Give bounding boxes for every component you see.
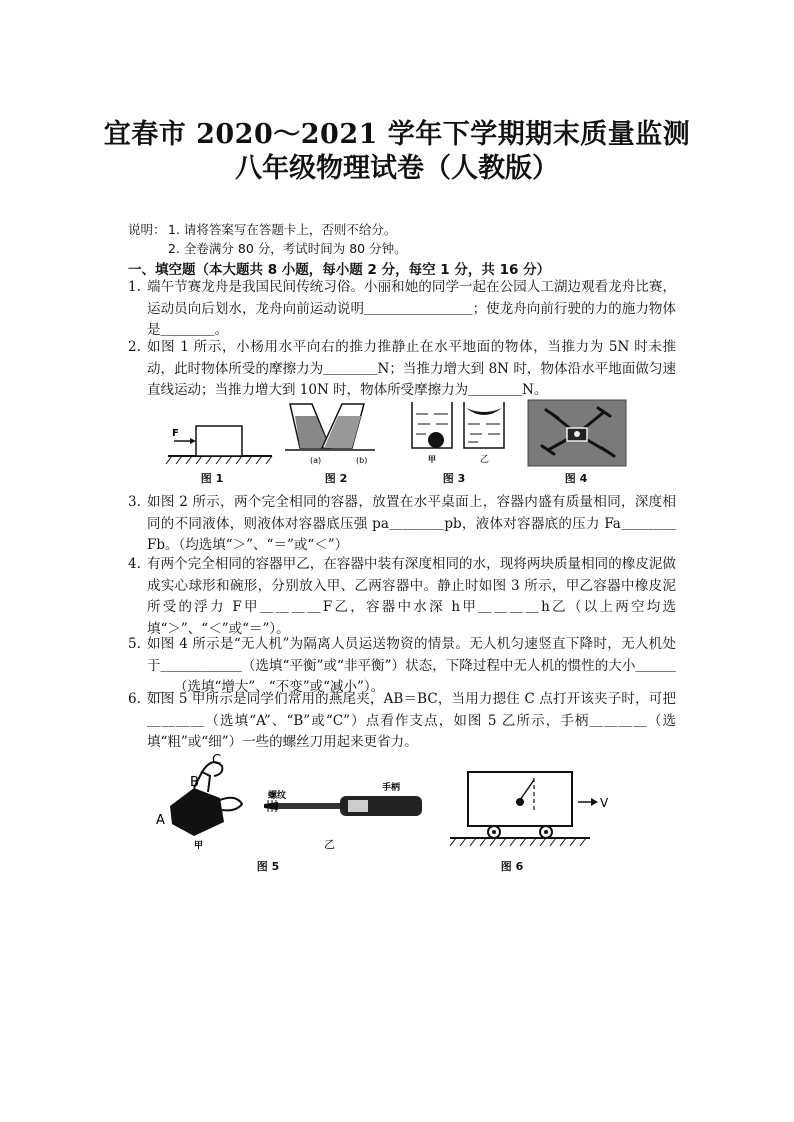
label-yi: 乙 [480, 455, 490, 465]
figure-4-caption: 图 4 [564, 472, 588, 485]
label-B: B [190, 775, 199, 790]
figure-3-caption: 图 3 [442, 472, 466, 485]
question-number: 1. [128, 279, 141, 295]
question-text: 如图 4 所示是“无人机”为隔离人员运送物资的情景。无人机匀速竖直下降时，无人机处于＿＿＿＿＿＿（选填“平衡”或“非平衡”）状态，下降过程中无人机的惯性的大小＿＿＿＿＿（选填“增大”、“不变”或“减小”）。 [147, 636, 676, 696]
label-b: (b) [356, 456, 368, 465]
force-label: F [172, 428, 179, 439]
label-yi: 乙 [324, 838, 335, 851]
figure-2-caption: 图 2 [324, 472, 348, 485]
notes-line-2: 2. 全卷满分 80 分，考试时间为 80 分钟。 [168, 241, 407, 256]
figure-6-cart [450, 772, 609, 846]
figure-2 [285, 404, 375, 465]
figure-1 [166, 426, 272, 464]
question-text: 有两个完全相同的容器甲乙，在容器中装有深度相同的水，现将两块质量相同的橡皮泥做成实心球形和碗形，分别放入甲、乙两容器中。静止时如图 3 所示，甲乙容器中橡皮泥所受的浮力 F甲＿＿＿＿F乙，容器中水深 h甲＿＿＿＿h乙（以上两空均选填“＞”、“＜”或“＝”）。 [147, 556, 676, 637]
exam-title: 宜春市 2020～2021 学年下学期期末质量监测 [103, 119, 691, 150]
label-jia: 甲 [194, 841, 204, 851]
handle-label: 手柄 [382, 783, 401, 793]
clay-ball [428, 432, 444, 448]
figure-1-caption: 图 1 [200, 472, 224, 485]
figure-3 [412, 402, 504, 465]
thread-label: 螺纹 [268, 791, 287, 801]
figure-6-caption: 图 6 [500, 860, 524, 873]
velocity-label: V [600, 796, 609, 810]
block [196, 426, 242, 456]
question-number: 3. [128, 494, 141, 510]
question-number: 6. [128, 691, 141, 707]
question-text: 如图 5 甲所示是同学们常用的燕尾夹，AB＝BC，当用力摁住 C 点打开该夹子时，可把＿＿＿＿（选填“A”、“B”或“C”）点看作支点，如图 5 乙所示，手柄＿＿＿＿（选填“粗”或“细”）一些的螺丝刀用起来更省力。 [147, 691, 676, 751]
label-C: C [212, 753, 222, 768]
figure-row-2 [150, 752, 620, 852]
exam-subtitle: 八年级物理试卷（人教版） [235, 153, 559, 184]
question-text: 如图 2 所示，两个完全相同的容器，放置在水平桌面上，容器内盛有质量相同，深度相同的不同液体，则液体对容器底压强 pa＿＿＿＿pb，液体对容器底的压力 Fa＿＿＿＿Fb。（均选填“＞”、“＝”或“＜”） [147, 494, 676, 554]
section-heading: 一、填空题（本大题共 8 小题，每小题 2 分，每空 1 分，共 16 分） [128, 262, 551, 278]
notes-label: 说明： [128, 222, 166, 237]
question-text: 端午节赛龙舟是我国民间传统习俗。小丽和她的同学一起在公园人工湖边观看龙舟比赛，运动员向后划水，龙舟向前运动说明＿＿＿＿＿＿＿＿；使龙舟向前行驶的力的施力物体是＿＿＿＿。 [147, 279, 676, 339]
question-number: 5. [128, 636, 141, 652]
question-6 [128, 689, 676, 754]
question-4 [128, 554, 676, 640]
question-text: 如图 1 所示，小杨用水平向右的推力推静止在水平地面的物体，当推力为 5N 时未推动，此时物体所受的摩擦力为＿＿＿＿N；当推力增大到 8N 时，物体沿水平地面做匀速直线运动；当推力增大到 10N 时，物体所受摩擦力为＿＿＿＿N。 [147, 339, 676, 399]
question-3 [128, 492, 676, 557]
figure-5-binder-clip [156, 753, 242, 851]
label-jia: 甲 [428, 455, 436, 464]
question-1 [128, 277, 676, 342]
figure-5-screwdriver [264, 781, 422, 851]
notes-line-1: 1. 请将答案写在答题卡上，否则不给分。 [168, 222, 397, 237]
question-number: 2. [128, 339, 141, 355]
label-a: (a) [310, 456, 322, 465]
clay-bowl [466, 408, 502, 415]
question-number: 4. [128, 556, 141, 572]
figure-4-drone-photo [528, 400, 626, 466]
figure-5-caption: 图 5 [256, 860, 280, 873]
label-A: A [156, 813, 165, 828]
question-2 [128, 337, 676, 402]
